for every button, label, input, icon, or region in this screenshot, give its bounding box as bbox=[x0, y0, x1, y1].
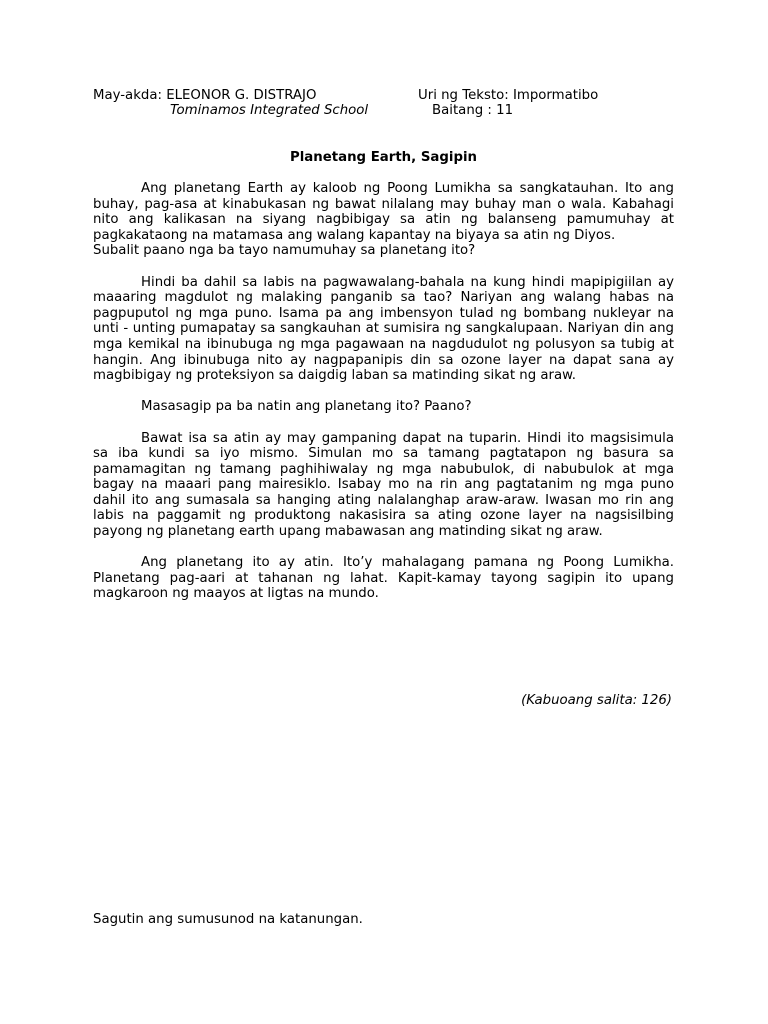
document-title: Planetang Earth, Sagipin bbox=[290, 150, 477, 165]
paragraph-question-1: Subalit paano nga ba tayo namumuhay sa planetang ito? bbox=[93, 243, 476, 259]
instruction-text: Sagutin ang sumusunod na katanungan. bbox=[93, 912, 363, 927]
text-type-label: Uri ng Teksto: Impormatibo bbox=[418, 88, 599, 103]
school-name: Tominamos Integrated School bbox=[170, 103, 369, 118]
header-row-1 bbox=[93, 88, 653, 104]
body-content bbox=[93, 181, 674, 602]
header-row-2 bbox=[93, 103, 653, 119]
paragraph-question-2: Masasagip pa ba natin ang planetang ito? Paano? bbox=[141, 399, 472, 415]
grade-label: Baitang : 11 bbox=[432, 103, 514, 118]
paragraph-conclusion: Ang planetang ito ay atin. Ito’y mahalagang pamana ng Poong Lumikha. Planetang pag-aari at tahanan ng lahat. Kapit-kamay tayong sagipin ito upang magkaroon ng maayos at ligtas na mundo. bbox=[93, 555, 674, 602]
paragraph-solutions: Bawat isa sa atin ay may gampaning dapat na tuparin. Hindi ito magsisimula sa iba kundi sa iyo mismo. Simulan mo sa tamang pagtatapon ng basura sa pamamagitan ng tamang paghihiwalay ng mga nabubulok, di nabubulok at mga bagay na maaari pang mairesiklo. Isabay mo na rin ang pagtatanim ng mga puno dahil ito ang sumasala sa hanging ating nalalanghap araw-araw. Iwasan mo rin ang labis na paggamit ng produktong nakasisira sa ating ozone layer na nagsisilbing payong ng planetang earth upang mabawasan ang matinding sikat ng araw. bbox=[93, 430, 674, 540]
paragraph-problems: Hindi ba dahil sa labis na pagwawalang-bahala na kung hindi mapipigiilan ay maaaring magdulot ng malaking panganib sa tao? Nariyan ang walang habas na pagpuputol ng mga puno. Isama pa ang imbensyon tulad ng bombang nukleyar na unti - unting pumapatay sa sangkauhan at sumisira ng sangkalupaan. Nariyan din ang mga kemikal na ibinubuga ng mga pagawaan na nagdudulot ng polusyon sa tubig at hangin. Ang ibinubuga nito ay nagpapanipis din sa ozone layer na dapat sana ay magbibigay ng proteksiyon sa daigdig laban sa matinding sikat ng araw. bbox=[93, 274, 674, 384]
paragraph-intro: Ang planetang Earth ay kaloob ng Poong Lumikha sa sangkatauhan. Ito ang buhay, pag-asa at kinabukasan ng bawat nilalang may buhay man o wala. Kabahagi nito ang kalikasan na siyang nagbibigay sa atin ng balanseng pamumuhay at pagkakataong na matamasa ang walang kapantay na biyaya sa atin ng Diyos. bbox=[93, 181, 674, 243]
author-label: May-akda: ELEONOR G. DISTRAJO bbox=[93, 88, 317, 103]
word-count: (Kabuoang salita: 126) bbox=[521, 693, 672, 708]
